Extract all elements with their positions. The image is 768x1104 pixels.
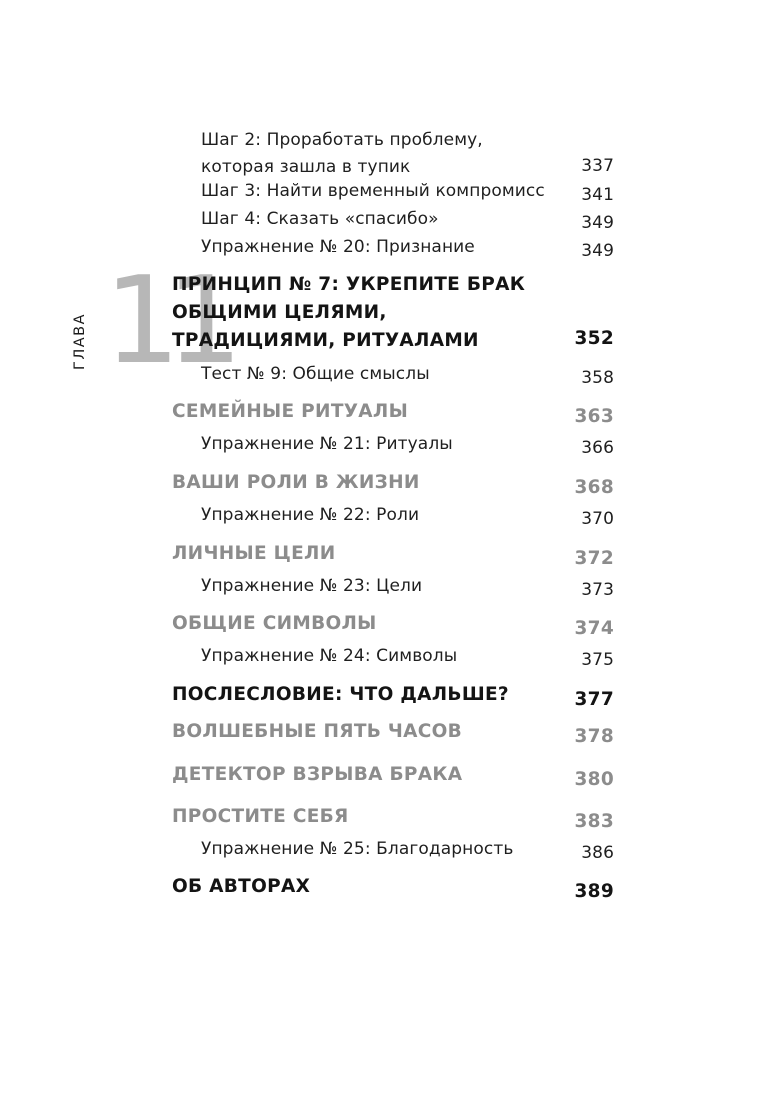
toc-entry-title: Упражнение № 25: Благодарность xyxy=(201,839,514,859)
toc-entry-title: Упражнение № 24: Символы xyxy=(201,646,458,666)
toc-entry-about-authors[interactable] xyxy=(172,876,614,902)
toc-entry-page: 341 xyxy=(581,185,614,205)
toc-entry-title: ПРОСТИТЕ СЕБЯ xyxy=(172,806,349,827)
toc-entry-title: Упражнение № 23: Цели xyxy=(201,576,423,596)
toc-entry-exercise-25[interactable] xyxy=(172,839,614,863)
toc-entry-title: ОБЩИЕ СИМВОЛЫ xyxy=(172,613,377,634)
toc-entry-page: 375 xyxy=(581,650,614,670)
toc-entry-title: ПОСЛЕСЛОВИЕ: ЧТО ДАЛЬШЕ? xyxy=(172,684,509,705)
toc-entry-title: ПРИНЦИП № 7: УКРЕПИТЕ БРАК ОБЩИМИ ЦЕЛЯМИ, ТРАДИЦИЯМИ, РИТУАЛАМИ xyxy=(172,274,526,351)
toc-entry-page: 358 xyxy=(581,368,614,388)
chapter-label: ГЛАВА xyxy=(72,312,88,370)
toc-entry-page: 363 xyxy=(574,406,614,427)
toc-entry-exercise-24[interactable] xyxy=(172,646,614,670)
toc-entry-title: Упражнение № 22: Роли xyxy=(201,505,420,525)
toc-entry-page: 377 xyxy=(574,689,614,710)
toc-entry-title: Упражнение № 20: Признание xyxy=(201,237,475,257)
toc-entry-page: 374 xyxy=(574,618,614,639)
toc-entry-life-roles[interactable] xyxy=(172,472,614,498)
toc-entry-page: 349 xyxy=(581,241,614,261)
toc-entry-title: ВОЛШЕБНЫЕ ПЯТЬ ЧАСОВ xyxy=(172,721,463,742)
toc-entry-page: 352 xyxy=(574,328,614,349)
toc-entry-step-2[interactable] xyxy=(172,127,614,181)
toc-entry-exercise-20[interactable] xyxy=(172,237,614,261)
toc-entry-title: Шаг 2: Проработать проблему, которая зашла в тупик xyxy=(201,130,483,177)
toc-entry-title: Тест № 9: Общие смыслы xyxy=(201,364,430,384)
toc-entry-page: 368 xyxy=(574,477,614,498)
toc-entry-page: 389 xyxy=(574,881,614,902)
chapter-number: 11 xyxy=(104,252,229,391)
toc-entry-exercise-21[interactable] xyxy=(172,434,614,458)
toc-entry-title: ДЕТЕКТОР ВЗРЫВА БРАКА xyxy=(172,764,463,785)
toc-entry-magic-five-hours[interactable] xyxy=(172,721,614,747)
toc-entry-page: 380 xyxy=(574,769,614,790)
toc-entry-page: 373 xyxy=(581,580,614,600)
toc-entry-shared-symbols[interactable] xyxy=(172,613,614,639)
toc-entry-test-9[interactable] xyxy=(172,364,614,388)
toc-entry-title: ВАШИ РОЛИ В ЖИЗНИ xyxy=(172,472,420,493)
toc-entry-page: 370 xyxy=(581,509,614,529)
toc-entry-personal-goals[interactable] xyxy=(172,543,614,569)
toc-entry-step-4[interactable] xyxy=(172,209,614,233)
toc-entry-title: Шаг 4: Сказать «спасибо» xyxy=(201,209,439,229)
toc-entry-title: ЛИЧНЫЕ ЦЕЛИ xyxy=(172,543,336,564)
toc-entry-title: ОБ АВТОРАХ xyxy=(172,876,311,897)
toc-entry-marriage-detector[interactable] xyxy=(172,764,614,790)
toc-entry-page: 366 xyxy=(581,438,614,458)
toc-entry-forgive-yourself[interactable] xyxy=(172,806,614,832)
toc-entry-family-rituals[interactable] xyxy=(172,401,614,427)
toc-entry-exercise-22[interactable] xyxy=(172,505,614,529)
toc-entry-title: Шаг 3: Найти временный компромисс xyxy=(201,181,545,201)
toc-entry-principle-7[interactable] xyxy=(172,271,614,355)
toc-entry-title: СЕМЕЙНЫЕ РИТУАЛЫ xyxy=(172,401,409,422)
toc-entry-page: 337 xyxy=(581,156,614,176)
toc-entry-afterword[interactable] xyxy=(172,684,614,710)
toc-entry-step-3[interactable] xyxy=(172,181,614,205)
toc-entry-exercise-23[interactable] xyxy=(172,576,614,600)
toc-entry-page: 378 xyxy=(574,726,614,747)
toc-entry-page: 386 xyxy=(581,843,614,863)
toc-entry-page: 372 xyxy=(574,548,614,569)
toc-entry-title: Упражнение № 21: Ритуалы xyxy=(201,434,453,454)
toc-entry-page: 349 xyxy=(581,213,614,233)
toc-entry-page: 383 xyxy=(574,811,614,832)
